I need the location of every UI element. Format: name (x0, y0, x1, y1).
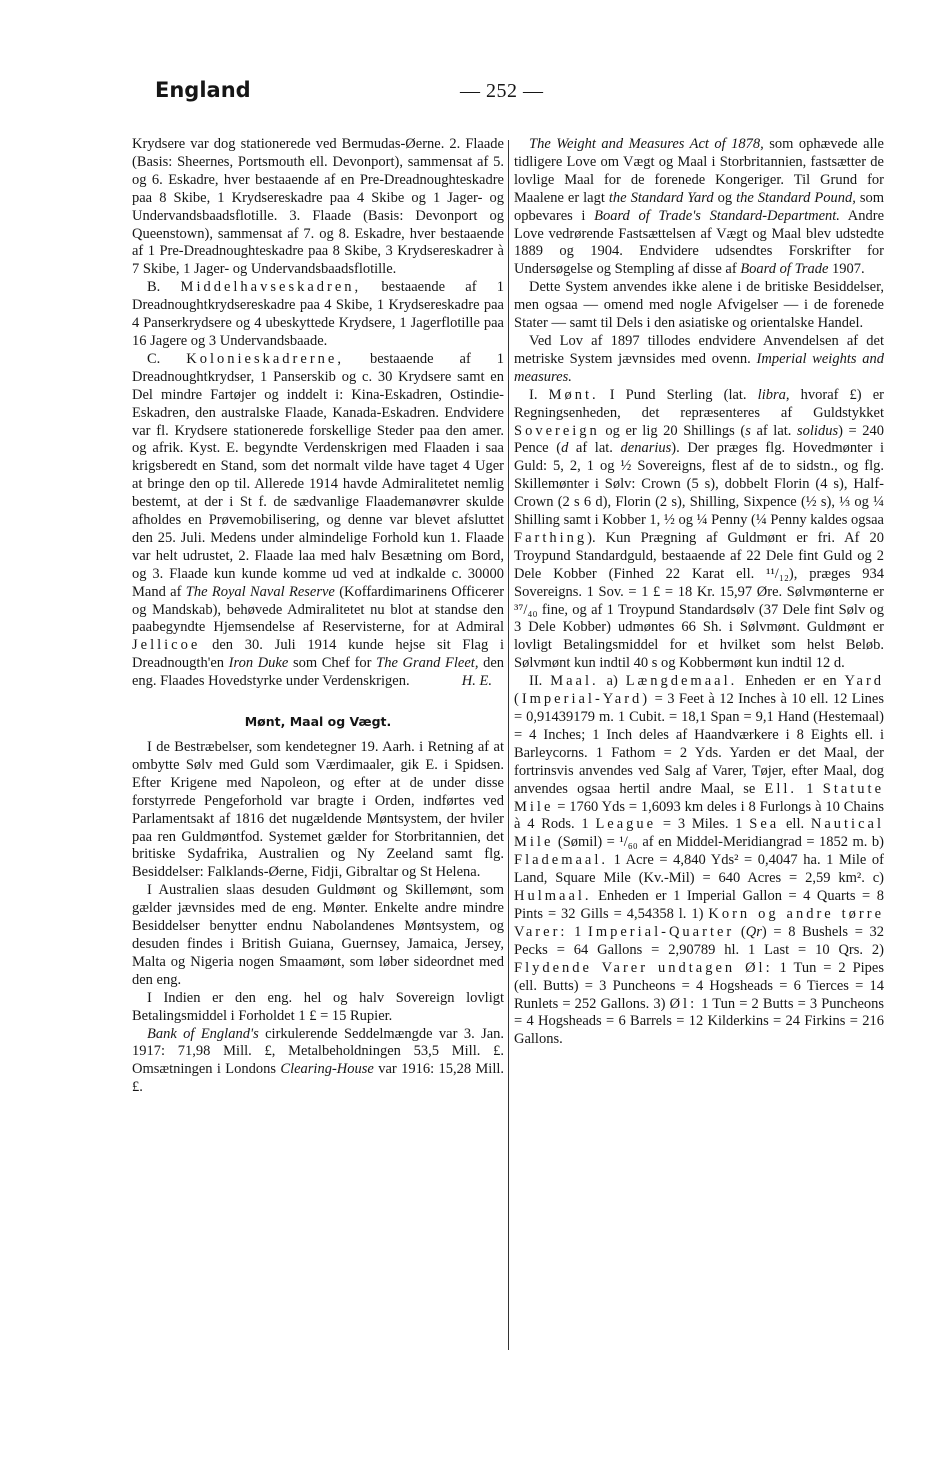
paragraph: The Weight and Measures Act of 1878, som ophævede alle tidligere Love om Vægt og Maal i Storbritannien, fastsætter de lovlige Maal for de forenede Kongeriger. Til Grund for Maalene er lagt the Standard Yard og the Standard Pound, som opbevares i Board of Trade's Standard-Department. Andre Love vedrørende Fastsættelsen af Vægt og Maal blev udstedte 1889 og 1904. Endvidere udsendtes Forskrifter for Undersøgelse og Stempling af disse af Board of Trade 1907. (514, 136, 885, 278)
page-number: — 252 — (460, 80, 544, 102)
paragraph: Bank of England's cirkulerende Seddelmængde var 3. Jan. 1917: 71,98 Mill. £, Metalbeholdningen 53,5 Mill. £. Omsætningen i Londons Clearing-House var 1916: 15,28 Mill. £. (132, 1025, 505, 1096)
paragraph: I Australien slaas desuden Guldmønt og Skillemønt, som gælder jævnsides med de eng. Mønter. Enkelte andre mindre Besiddelser benytter endnu Nabolandenes Møntsystem, og desuden findes i British Guiana, Guernsey, Jamaica, Jersey, Malta og Nigeria nogen Smaamønt, som løber sideordnet med den eng. (132, 882, 504, 988)
header-title: England (155, 78, 251, 102)
paragraph: II. Maal. a) Længdemaal. Enheden er en Yard (Imperial-Yard) = 3 Feet à 12 Inches à 10 ell. 12 Lines = 0,91439179 m. 1 Cubit. = 18,1 Span = 9,1 Hand (Hestemaal) = 4 Inches; 1 Inch deles af Haandværkere i 8 Eights ell. i Barleycorns. 1 Fathom = 2 Yds. Yarden er det Maal, der fortrinsvis anvendes ved Salg af Varer, Tøjer, efter Maal, dog anvendes ogsaa hertil andre Maal, se Ell. 1 Statute Mile = 1760 Yds = 1,6093 km deles i 8 Furlongs à 10 Chains à 4 Rods. 1 League = 3 Miles. 1 Sea ell. Nautical Mile (Sømil) = ¹/₆₀ af en Middel-Meridiangrad = 1852 m. b) Flademaal. 1 Acre = 4,840 Yds² = 0,4047 ha. 1 Mile of Land, Square Mile (Kv.-Mil) = 640 Acres = 2,59 km². c) Hulmaal. Enheden er 1 Imperial Gallon = 4 Quarts = 8 Pints = 32 Gills = 4,54358 l. 1) Korn og andre tørre Varer: 1 Imperial-Quarter (Qr) = 8 Bushels = 32 Pecks = 64 Gallons = 2,90789 hl. 1 Last = 10 Qrs. 2) Flydende Varer undtagen Øl: 1 Tun = 2 Pipes (ell. Butts) = 3 Puncheons = 4 Hogsheads = 6 Tierces = 14 Runlets = 252 Gallons. 3) Øl: 1 Tun = 2 Butts = 3 Puncheons = 4 Hogsheads = 6 Barrels = 12 Kilderkins = 24 Firkins = 216 Gallons. (514, 673, 885, 1048)
paragraph: I de Bestræbelser, som kendetegner 19. Aarh. i Retning af at ombytte Sølv med Guld som Værdimaaler, gik E. i Spidsen. Efter Krigene med Napoleon, og efter at de under disse forstyrrede Pengeforhold var bragte i Orden, indførtes ved Parlamentsakt af 1816 det nugældende Møntsystem, der hviler paa ren Guldmøntfod. Systemet gælder for Storbritannien, det britiske Sydafrika, Australien og Ny Zeeland samt flg. Besiddelser: Falklands-Øerne, Fidji, Gibraltar og St Helena. (132, 739, 504, 881)
paragraph: C. Kolonieskadrerne, bestaaende af 1 Dreadnoughtkrydser, 1 Panserskib og c. 30 Krydsere samt en Del mindre Fartøjer og inddelt i: Kina-Eskadren, Ostindie-Eskadren, den australske Flaade, Kanada-Eskadren. Endvidere var fl. Krydsere stationerede forskellige Steder paa den amer. og afrik. Kyst. E. begyndte Verdenskrigen med Flaaden i saa krigsberedt en Stand, som det normalt vilde have taget 4 Uger at bringe den op til. Allerede 1914 havde Admiralitetet nemlig bestemt, at der i St f. de sædvanlige Flaademanøvrer skulde afholdes en Prøvemobilisering, og denne var blevet afsluttet den 25. Juli. Medens under almindelige Forhold kun 1. Flaade var helt udrustet, 2. Flaade laa med halv Besætning om Bord, og 3. Flaade kun kunde komme ud ved at indkalde c. 30000 Mand af The Royal Naval Reserve (Koffardimarinens Officerer og Mandskab), behøvede Admiralitetet nu blot at standse den paabegyndte Hjemsendelse af Reservisterne, for at Admiral Jellicoe den 30. Juli 1914 kunde hejse sit Flag i Dreadnougth'en Iron Duke som Chef for The Grand Fleet, den eng. Flaades Hovedstyrke under Verdenskrigen. H. E. (132, 350, 505, 690)
left-column (132, 136, 504, 1097)
author-signature: H. E. (461, 673, 492, 690)
running-header (155, 78, 800, 108)
paragraph: I Indien er den eng. hel og halv Sovereign lovligt Betalingsmiddel i Forholdet 1 £ = 15 Rupier. (132, 989, 504, 1024)
paragraph: Dette System anvendes ikke alene i de britiske Besiddelser, men ogsaa — omend med nogle Afvigelser — i de forenede Stater — samt til Dels i den asiatiske og orientalske Handel. (514, 279, 884, 332)
paragraph: Krydsere var dog stationerede ved Bermudas-Øerne. 2. Flaade (Basis: Sheernes, Portsmouth ell. Devonport), sammensat af 5. og 6. Eskadre, hver bestaaende af en Pre-Dreadnoughteskadre paa 8 Skibe, 1 Krydsereskadre paa 4 Skibe og 1 Jager- og Undervandsbaadsflotille. 3. Flaade (Basis: Devonport og Queenstown), sammensat af 7. og 8. Eskadre, hver bestaaende af 1 Pre-Dreadnoughteskadre paa 8 Skibe, 3 Krydsereskadrer à 7 Skibe, 1 Jager- og Undervandsbaadsflotille. (132, 136, 504, 278)
paragraph: B. Middelhavseskadren, bestaaende af 1 Dreadnoughtkrydsereskadre paa 4 Skibe, 1 Krydsereskadre paa 4 Panserkrydsere og 4 ubeskyttede Krydsere, 1 Jagerflotille paa 16 Jagere og 3 Undervandsbaade. (132, 279, 505, 349)
column-divider (508, 140, 509, 1350)
paragraph: Ved Lov af 1897 tillodes endvidere Anvendelsen af det metriske System jævnsides med ovenn. Imperial weights and measures. (514, 332, 884, 385)
section-heading: Mønt, Maal og Vægt. (244, 714, 392, 730)
right-column (514, 136, 884, 1049)
paragraph: I. Mønt. I Pund Sterling (lat. libra, hvoraf £) er Regningsenheden, det repræsenteres af Guldstykket Sovereign og er lig 20 Shillings (s af lat. solidus) = 240 Pence (d af lat. denarius). Der præges flg. Hovedmønter i Guld: 5, 2, 1 og ½ Sovereigns, flest af de to sidstn., og flg. Skillemønter i Sølv: Crown (5 s), dobbelt Florin (4 s), Half-Crown (2 s 6 d), Florin (2 s), Shilling, Sixpence (½ s), ⅓ og ¼ Shilling samt i Kobber 1, ½ og ¼ Penny (¼ Penny kaldes ogsaa Farthing). Kun Prægning af Guldmønt er fri. Af 20 Troypund Standardguld, bestaaende af 22 Dele fint Guld og 2 Dele Kobber (Finhed 22 Karat ell. ¹¹/₁₂), præges 934 Sovereigns. 1 Sov. = 1 £ = 18 Kr. 15,97 Øre. Sølvmønterne er ³⁷/₄₀ fine, og af 1 Troypund Standardsølv (37 Dele fint Sølv og 3 Dele Kobber) udmøntes 66 Sh. i Sølvmønt. Guldmønt er lovligt Betalingsmiddel for et hvilket som helst Beløb. Sølvmønt kun indtil 40 s og Kobbermønt kun indtil 12 d. (514, 386, 885, 672)
